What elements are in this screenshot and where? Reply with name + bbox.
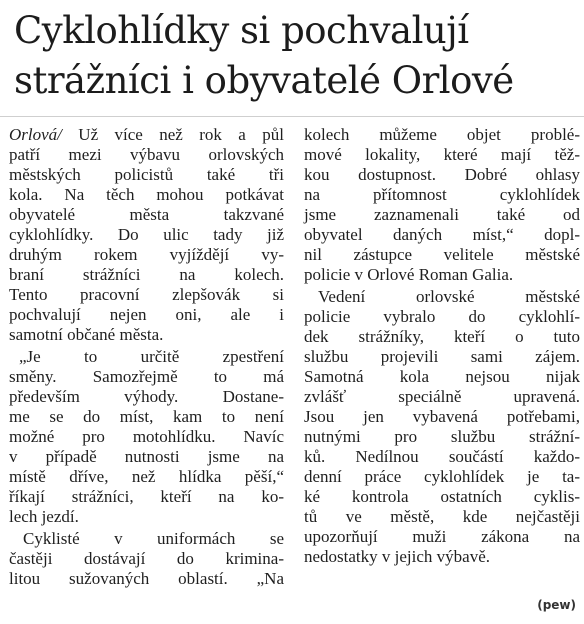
paragraph-line: policie v Orlové Roman Galia.	[304, 265, 514, 284]
paragraph-line: „Je to určitě zpestření	[19, 347, 284, 366]
paragraph-line: na přítomnost cyklohlídek	[304, 185, 580, 204]
paragraph-line: me se do míst, kam to není	[9, 407, 284, 426]
paragraph-line: samotní občané města.	[9, 325, 164, 344]
paragraph-line: Cyklisté v uniformách se	[23, 529, 284, 548]
paragraph-line: častěji dostávají do krimina-	[9, 549, 284, 568]
paragraph-line: místě dříve, než hlídka pěší,“	[9, 467, 284, 486]
paragraph-line: Vedení orlovské městské	[318, 287, 580, 306]
paragraph-line: Orlová/ Už více než rok a půl	[9, 125, 284, 144]
paragraph-line: dek strážníky, kteří o tuto	[304, 327, 580, 346]
paragraph-line: ké kontrola ostatních cyklis-	[304, 487, 580, 506]
paragraph-line: říkají strážníci, kteří na ko-	[9, 487, 284, 506]
paragraph-line: možné pro motohlídku. Navíc	[9, 427, 284, 446]
headline-line-1: Cyklohlídky si pochvalují	[14, 9, 469, 52]
paragraph-line: cyklohlídky. Do ulic tady již	[9, 225, 284, 244]
paragraph-line: nil zástupce velitele městské	[304, 245, 580, 264]
headline	[14, 6, 574, 106]
paragraph-line: patří mezi výbavu orlovských	[9, 145, 284, 164]
paragraph-line: především výhody. Dostane-	[9, 387, 284, 406]
author-signature: (pew)	[537, 598, 576, 612]
article-column-left	[9, 125, 284, 589]
paragraph-line: denní práce cyklohlídek je ta-	[304, 467, 580, 486]
paragraph-line: jsme zaznamenali také od	[304, 205, 580, 224]
dateline: Orlová/	[9, 125, 62, 144]
paragraph-line: Samotná kola nejsou nijak	[304, 367, 580, 386]
paragraph-line: obyvatelé města takzvané	[9, 205, 284, 224]
paragraph-line: litou sužovaných oblastí. „Na	[9, 569, 284, 588]
paragraph-line: pochvalují nejen oni, ale i	[9, 305, 284, 324]
paragraph-line: tů ve městě, kde nejčastěji	[304, 507, 580, 526]
paragraph-line: druhým rokem vyjíždějí vy-	[9, 245, 284, 264]
headline-divider	[0, 116, 584, 117]
paragraph-line: službu projevili sami zájem.	[304, 347, 580, 366]
paragraph-line: lech jezdí.	[9, 507, 79, 526]
paragraph-line: ků. Nedílnou součástí každo-	[304, 447, 580, 466]
paragraph-line: kolech můžeme objet problé-	[304, 125, 580, 144]
paragraph-line: Jsou jen vybavená potřebami,	[304, 407, 580, 426]
paragraph-line: Tento pracovní zlepšovák si	[9, 285, 284, 304]
paragraph-line: zvlášť speciálně upravená.	[304, 387, 580, 406]
paragraph-line: kou dostupnost. Dobré ohlasy	[304, 165, 580, 184]
paragraph-line: kola. Na těch mohou potkávat	[9, 185, 284, 204]
article-column-right	[304, 125, 580, 567]
paragraph-line: městských policistů také tři	[9, 165, 284, 184]
paragraph-line: braní strážníci na kolech.	[9, 265, 284, 284]
headline-line-2: strážníci i obyvatelé Orlové	[14, 59, 514, 102]
paragraph-line: směny. Samozřejmě to má	[9, 367, 284, 386]
paragraph-line: nutnými pro službu strážní-	[304, 427, 580, 446]
paragraph-line: nedostatky v jejich výbavě.	[304, 547, 491, 566]
paragraph-line: v případě nutnosti jsme na	[9, 447, 284, 466]
paragraph-line: upozorňují muži zákona na	[304, 527, 580, 546]
paragraph-line: mové lokality, které mají těž-	[304, 145, 580, 164]
paragraph-line: policie vybralo do cyklohlí-	[304, 307, 580, 326]
paragraph-line: obyvatel daných míst,“ dopl-	[304, 225, 580, 244]
